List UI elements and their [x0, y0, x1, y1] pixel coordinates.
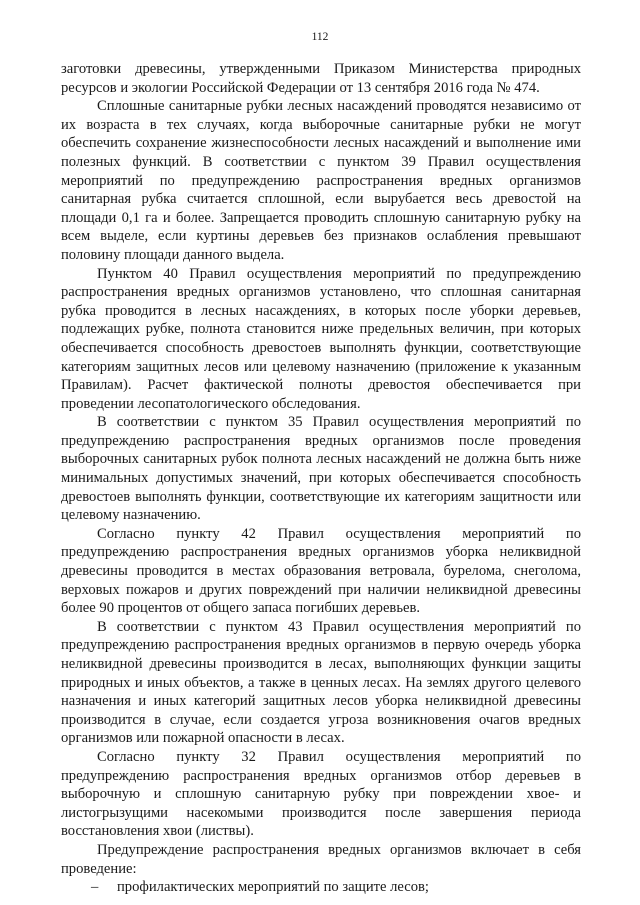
paragraph: В соответствии с пунктом 43 Правил осуществления мероприятий по предупреждению распространения вредных организмов в первую очередь уборка неликвидной древесины производится в лесах, выполняющих функции защиты природных и иных объектов, а также в ценных лесах. На землях другого целевого назначения и иных категорий защитных лесов уборка неликвидной древесины производится в случае, если создается угроза возникновения очагов вредных организмов или пожарной опасности в лесах.	[61, 618, 581, 747]
paragraph: Сплошные санитарные рубки лесных насаждений проводятся независимо от их возраста в тех случаях, когда выборочные санитарные рубки не могут обеспечить сохранение жизнеспособности лесных насаждений и выполнение ими полезных функций. В соответствии с пунктом 39 Правил осуществления мероприятий по предупреждению распространения вредных организмов санитарная рубка считается сплошной, если вырубается весь древостой на площади 0,1 га и более. Запрещается проводить сплошную санитарную рубку на всем выделе, если куртины деревьев без признаков ослабления превышают половину площади данного выдела.	[61, 98, 581, 263]
bullet-list	[61, 878, 581, 897]
list-item-text: профилактических мероприятий по защите лесов;	[117, 879, 429, 896]
page-number: 112	[311, 31, 329, 43]
paragraph: Согласно пункту 42 Правил осуществления мероприятий по предупреждению распространения вредных организмов уборка неликвидной древесины проводится в местах образования ветровала, бурелома, снеголома, верховых пожаров и других повреждений при наличии неликвидной древесины более 90 процентов от общего запаса погибших деревьев.	[61, 525, 581, 617]
paragraph: В соответствии с пунктом 35 Правил осуществления мероприятий по предупреждению распространения вредных организмов после проведения выборочных санитарных рубок полнота лесных насаждений не должна быть ниже минимальных допустимых значений, при которых обеспечивается способность древостоев выполнять функции, соответствующие их категориям защитности или целевому назначению.	[61, 414, 581, 524]
paragraph: Предупреждение распространения вредных организмов включает в себя проведение:	[61, 841, 581, 877]
paragraph-continuation: заготовки древесины, утвержденными Приказом Министерства природных ресурсов и экологии Российской Федерации от 13 сентября 2016 года № 474.	[61, 61, 581, 96]
paragraph: Пунктом 40 Правил осуществления мероприятий по предупреждению распространения вредных организмов установлено, что сплошная санитарная рубка проводится в лесных насаждениях, в которых после уборки деревьев, подлежащих рубке, полнота становится ниже предельных величин, при которых обеспечивается способность древостоев выполнять функции, соответствующие категориям защитных лесов или целевому назначению (приложение к указанным Правилам). Расчет фактической полноты древостоя обеспечивается при проведении лесопатологического обследования.	[61, 265, 581, 412]
document-body	[61, 60, 581, 897]
list-item	[61, 878, 581, 897]
paragraph: Согласно пункту 32 Правил осуществления мероприятий по предупреждению распространения вредных организмов отбор деревьев в выборочную и сплошную санитарную рубку при повреждении хвое- и листогрызущими насекомыми производится после завершения периода восстановления хвои (листвы).	[61, 748, 581, 840]
list-dash-marker: –	[91, 879, 99, 896]
